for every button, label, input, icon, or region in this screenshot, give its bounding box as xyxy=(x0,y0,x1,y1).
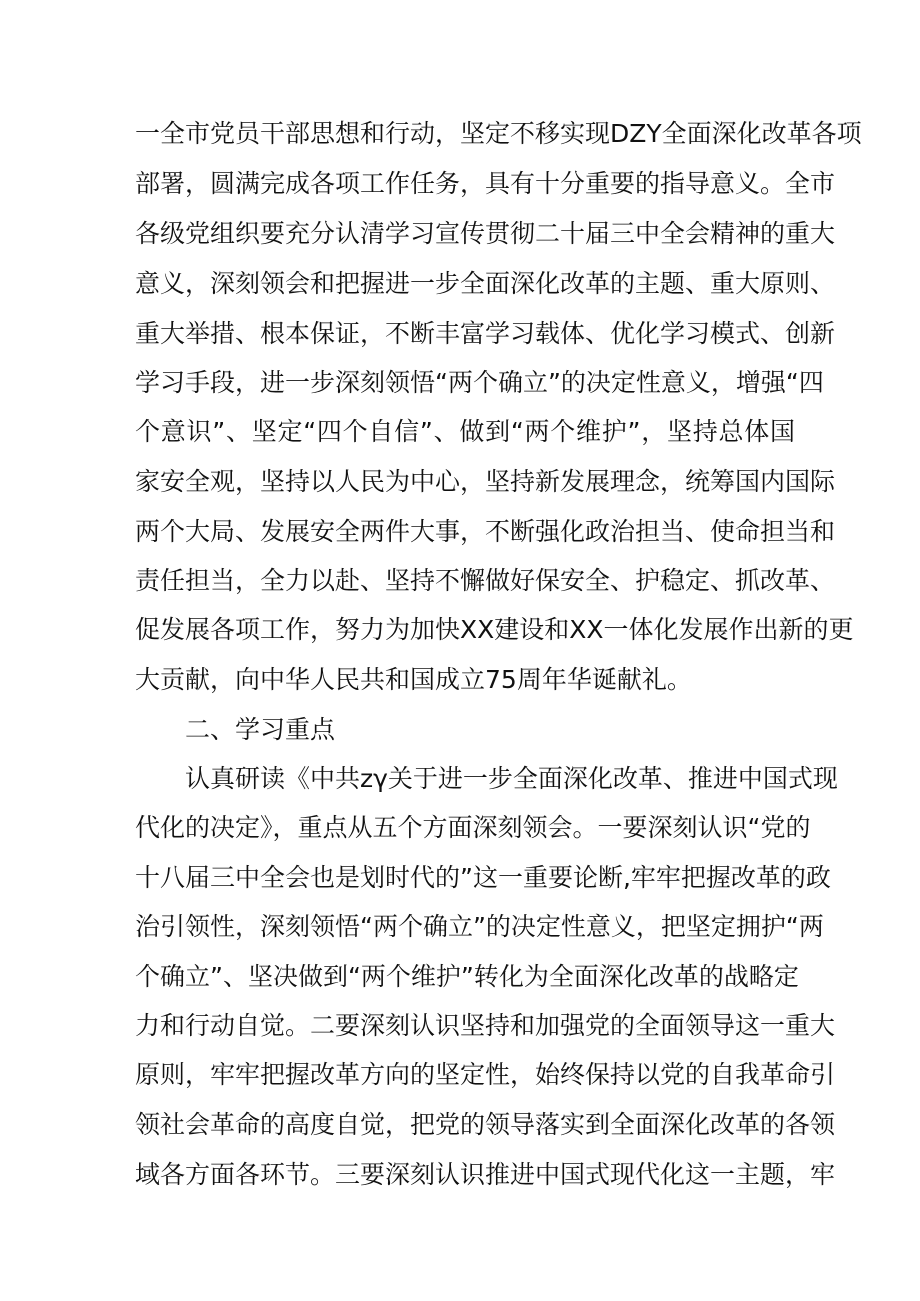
paragraph-line: 部署，圆满完成各项工作任务，具有十分重要的指导意义。全市 xyxy=(135,169,836,198)
paragraph-line: 域各方面各环节。三要深刻认识推进中国式现代化这一主题，牢 xyxy=(135,1160,836,1189)
paragraph-line: 一全市党员干部思想和行动，坚定不移实现DZY全面深化改革各项 xyxy=(135,119,862,148)
paragraph-line: 力和行动自觉。二要深刻认识坚持和加强党的全面领导这一重大 xyxy=(135,1011,836,1040)
paragraph-line: 领社会革命的高度自觉，把党的领导落实到全面深化改革的各领 xyxy=(135,1110,836,1139)
paragraph-line: 原则，牢牢把握改革方向的坚定性，始终保持以党的自我革命引 xyxy=(135,1060,836,1089)
section-heading: 二、学习重点 xyxy=(185,715,336,744)
paragraph-line: 治引领性，深刻领悟“两个确立”的决定性意义，把坚定拥护“两 xyxy=(135,912,824,941)
paragraph-line: 家安全观，坚持以人民为中心，坚持新发展理念，统筹国内国际 xyxy=(135,467,836,496)
paragraph-line: 重大举措、根本保证，不断丰富学习载体、优化学习模式、创新 xyxy=(135,319,836,348)
paragraph-line: 意义，深刻领会和把握进一步全面深化改革的主题、重大原则、 xyxy=(135,269,836,298)
paragraph-line: 学习手段，进一步深刻领悟“两个确立”的决定性意义，增强“四 xyxy=(135,368,824,397)
paragraph-line: 两个大局、发展安全两件大事，不断强化政治担当、使命担当和 xyxy=(135,517,836,546)
paragraph-line: 促发展各项工作，努力为加快XX建设和XX一体化发展作出新的更 xyxy=(135,615,854,644)
paragraph-line: 认真研读《中共zγ关于进一步全面深化改革、推进中国式现 xyxy=(185,764,838,793)
paragraph-line: 个意识”、坚定“四个自信”、做到“两个维护”，坚持总体国 xyxy=(135,417,795,446)
paragraph-line: 大贡献，向中华人民共和国成立75周年华诞献礼。 xyxy=(135,665,692,694)
paragraph-line: 各级党组织要充分认清学习宣传贯彻二十届三中全会精神的重大 xyxy=(135,219,836,248)
paragraph-line: 十八届三中全会也是划时代的”这一重要论断,牢牢把握改革的政 xyxy=(135,863,831,892)
paragraph-line: 个确立”、坚决做到“两个维护”转化为全面深化改革的战略定 xyxy=(135,962,799,991)
paragraph-line: 代化的决定》，重点从五个方面深刻领会。一要深刻认识“党的 xyxy=(135,813,811,842)
paragraph-line: 责任担当，全力以赴、坚持不懈做好保安全、护稳定、抓改革、 xyxy=(135,566,836,595)
